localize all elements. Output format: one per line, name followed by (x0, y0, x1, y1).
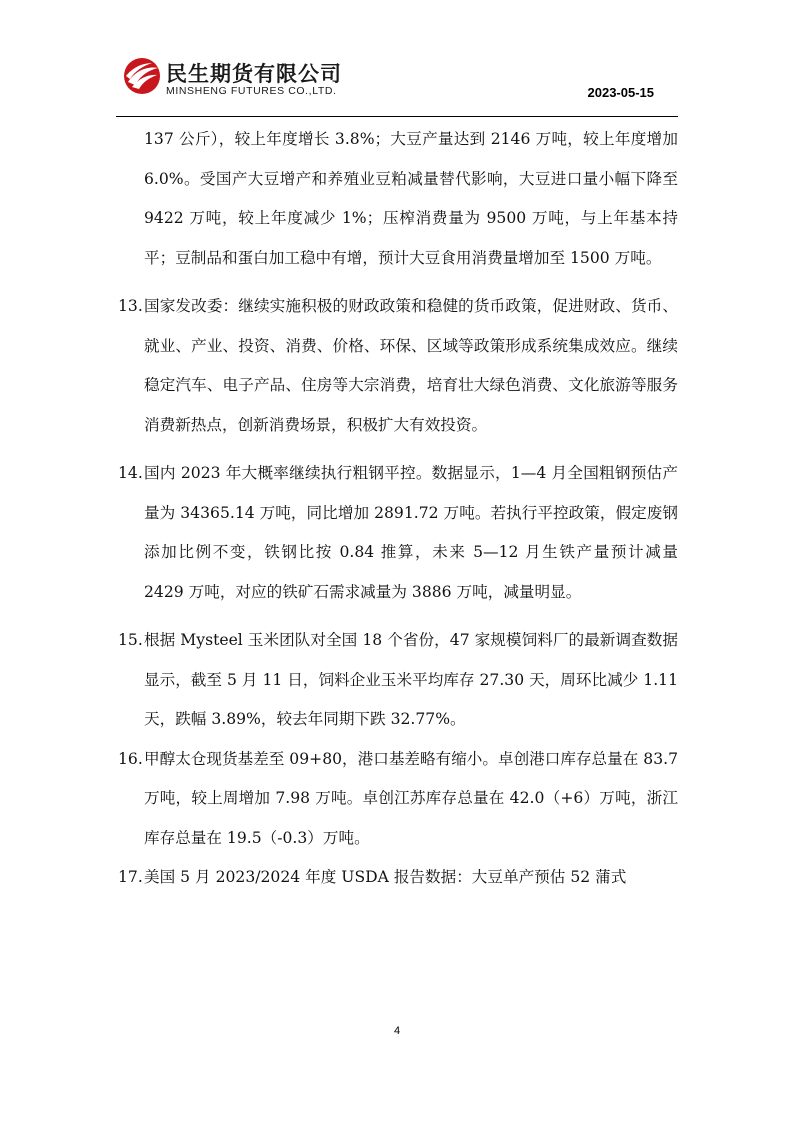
report-body (118, 120, 678, 898)
item-number: 14. (118, 464, 143, 482)
item-text: 国内 2023 年大概率继续执行粗钢平控。数据显示，1—4 月全国粗钢预估产量为 34365.14 万吨，同比增加 2891.72 万吨。若执行平控政策，假定废钢添加比例不变，铁钢比按 0.84 推算，未来 5—12 月生铁产量预计减量 2429 万吨，对应的铁矿石需求减量为 3886 万吨，减量明显。 (144, 464, 678, 601)
item-number: 16. (118, 749, 143, 768)
item-text: 根据 Mysteel 玉米团队对全国 18 个省份，47 家规模饲料厂的最新调查数据显示，截至 5 月 11 日，饲料企业玉米平均库存 27.30 天，周环比减少 1.11 天，跌幅 3.89%，较去年同期下跌 32.77%。 (144, 631, 678, 728)
item-number: 17. (118, 868, 143, 886)
report-date: 2023-05-15 (587, 85, 654, 100)
item-number: 15. (118, 631, 143, 649)
item-text: 国家发改委：继续实施积极的财政政策和稳健的货币政策，促进财政、货币、就业、产业、投资、消费、价格、环保、区域等政策形成系统集成效应。继续稳定汽车、电子产品、住房等大宗消费，培育壮大绿色消费、文化旅游等服务消费新热点，创新消费场景，积极扩大有效投资。 (144, 297, 678, 434)
list-item-16 (118, 740, 678, 859)
company-name-en: MINSHENG FUTURES CO.,LTD. (166, 85, 337, 97)
minsheng-logo-icon (122, 56, 162, 96)
page-number: 4 (393, 1025, 401, 1037)
page-header (0, 0, 794, 120)
company-name-cn: 民生期货有限公司 (166, 62, 342, 86)
item-number: 13. (118, 297, 143, 315)
company-logo (122, 56, 362, 102)
item-text: 美国 5 月 2023/2024 年度 USDA 报告数据：大豆单产预估 52 蒲式 (144, 868, 627, 886)
list-item-15 (118, 621, 678, 740)
list-item-17 (118, 858, 678, 898)
intro-paragraph: 137 公斤），较上年度增长 3.8%；大豆产量达到 2146 万吨，较上年度增加 6.0%。受国产大豆增产和养殖业豆粕减量替代影响，大豆进口量小幅下降至 9422 万吨，较上年度减少 1%；压榨消费量为 9500 万吨，与上年基本持平；豆制品和蛋白加工稳中有增，预计大豆食用消费量增加至 1500 万吨。 (144, 130, 678, 267)
list-item-13 (118, 287, 678, 445)
list-item-14 (118, 454, 678, 612)
header-divider (116, 116, 678, 117)
item-text: 甲醇太仓现货基差至 09+80，港口基差略有缩小。卓创港口库存总量在 83.7 万吨，较上周增加 7.98 万吨。卓创江苏库存总量在 42.0（+6）万吨，浙江库存总量在 19.5（-0.3）万吨。 (144, 749, 679, 847)
